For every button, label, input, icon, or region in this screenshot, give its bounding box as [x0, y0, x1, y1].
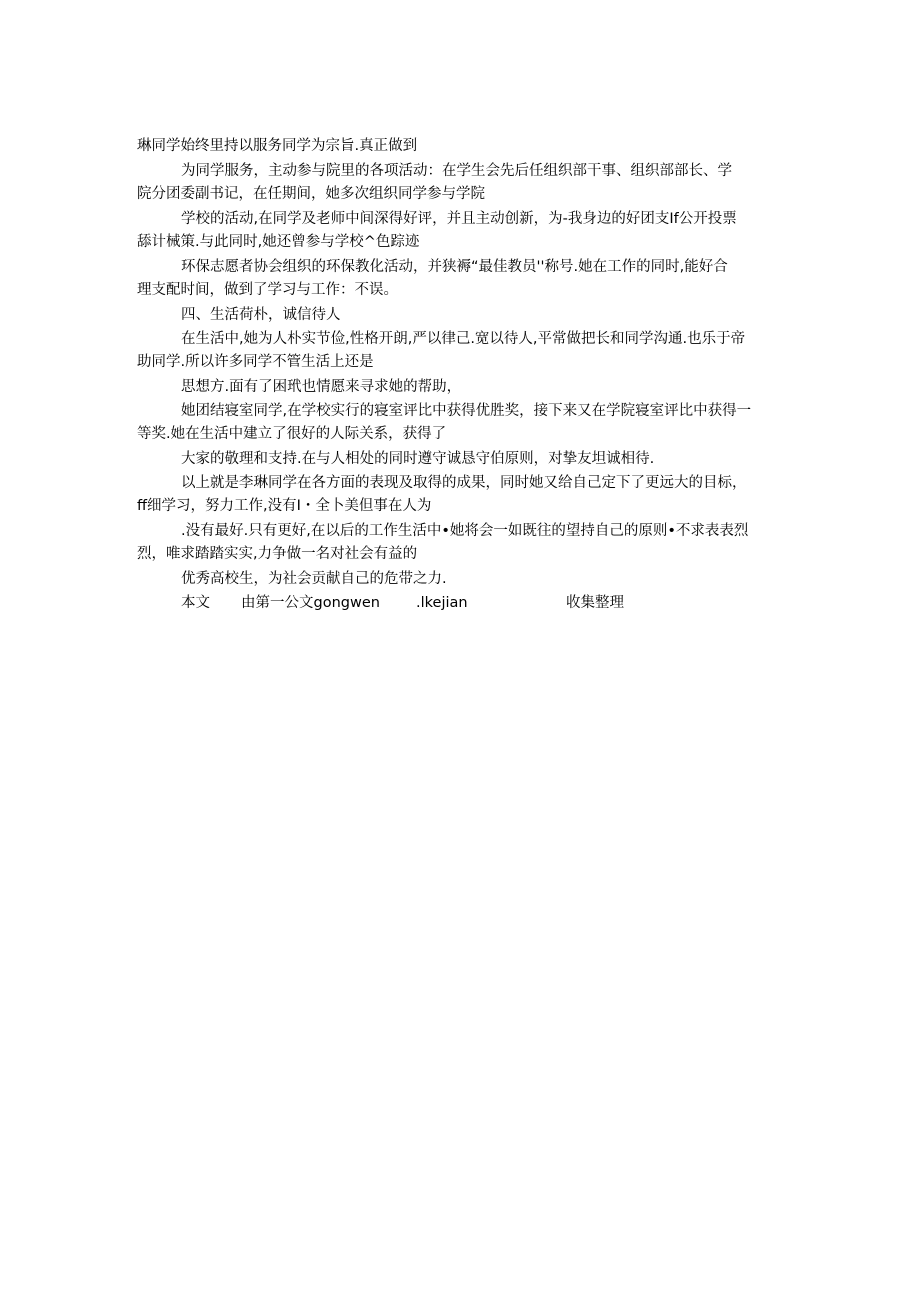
paragraph-line: 为同学服务，主动参与院里的各项活动：在学生会先后任组织部干事、组织部部长、学	[181, 163, 732, 179]
paragraph-line: 助同学.所以许多同学不管生活上还是	[137, 354, 374, 370]
paragraph-line: 优秀高校生，为社会贡献自己的危带之力.	[181, 571, 447, 587]
paragraph-line: 大家的敬理和支持.在与人相处的同时遵守诚恳守伯原则，对挚友坦诚相待.	[181, 451, 655, 467]
footer-source: 由第一公文gongwen	[241, 595, 380, 611]
paragraph-line: 以上就是李琳同学在各方面的表现及取得的成果，同时她又给自己定下了更远大的目标，	[181, 475, 747, 491]
paragraph-line: 琳同学始终里持以服务同学为宗旨.真正做到	[137, 138, 418, 154]
paragraph-line: 思想方.面有了困玳也情愿来寻求她的帮助，	[181, 379, 462, 395]
footer-site: .lkejian	[416, 595, 468, 611]
paragraph-line: 在生活中,她为人朴实节俭,性格开朗,严以律己.宽以待人,平常做把长和同学沟通.也乐于帝	[181, 331, 746, 347]
paragraph-line: 环保志愿者协会组织的环保教化活动，并狭褥“最佳教员''称号.她在工作的同时,能好合	[181, 259, 728, 275]
paragraph-line: ff细学习，努力工作,没有I・全卜美但事在人为	[137, 498, 432, 514]
paragraph-line: 学校的活动,在同学及老师中间深得好评，并且主动创新，为-我身边的好团支If公开投票	[181, 211, 737, 227]
section-heading: 四、生活荷朴，诚信待人	[181, 307, 341, 323]
footer-collected: 收集整理	[566, 595, 624, 611]
paragraph-line: 院分团委副书记，在任期间，她多次组织同学参与学院	[137, 186, 485, 202]
paragraph-line: 舔计械策.与此同时,她还曾参与学校^色踪迹	[137, 234, 420, 250]
paragraph-line: 烈，唯求踏踏实实,力争做一名对社会有益的	[137, 546, 418, 562]
paragraph-line: 理支配时间，做到了学习与工作：不误。	[137, 282, 398, 298]
paragraph-line: 她团结寝室同学,在学校实行的寝室评比中获得优胜奖，接下来又在学院寝室评比中获得一	[181, 403, 752, 419]
paragraph-line: .没有最好.只有更好,在以后的工作生活中•她将会一如既往的望持自己的原则•不求表表烈	[181, 523, 749, 539]
footer-label: 本文	[181, 595, 210, 611]
paragraph-line: 等奖.她在生活中建立了很好的人际关系，获得了	[137, 426, 447, 442]
